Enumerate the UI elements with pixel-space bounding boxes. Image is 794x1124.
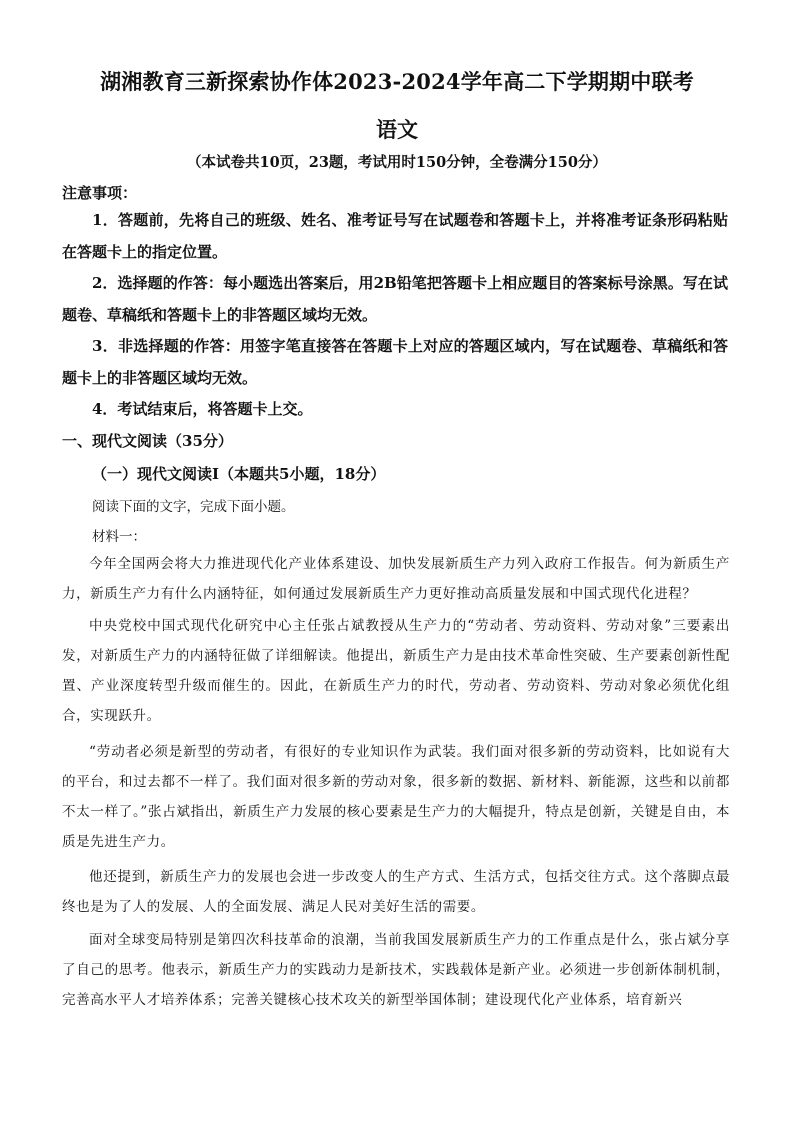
exam-title: 湖湘教育三新探索协作体2023-2024学年高二下学期期中联考 <box>100 69 694 94</box>
material-paragraph: 他还提到，新质生产力的发展也会进一步改变人的生产方式、生活方式，包括交往方式。这个落脚点最终也是为了人的发展、人的全面发展、满足人民对美好生活的需要。 <box>62 869 730 915</box>
subsection-heading: （一）现代文阅读Ⅰ（本题共5小题，18分） <box>92 465 386 483</box>
subject-title: 语文 <box>376 117 418 142</box>
material-label: 材料一： <box>92 529 146 545</box>
notice-heading: 注意事项： <box>62 184 138 202</box>
notice-item-4: 4．考试结束后，将答题卡上交。 <box>92 400 313 418</box>
material-paragraph: “劳动者必须是新型的劳动者，有很好的专业知识作为武装。我们面对很多新的劳动资料，比如说有大的平台，和过去都不一样了。我们面对很多新的劳动对象，很多新的数据、新材料、新能源，这些和以前都不太一样了。”张占斌指出，新质生产力发展的核心要素是生产力的大幅提升，特点是创新，关键是自由，本质是先进生产力。 <box>62 744 730 850</box>
material-paragraph: 中央党校中国式现代化研究中心主任张占斌教授从生产力的“劳动者、劳动资料、劳动对象”三要素出发，对新质生产力的内涵特征做了详细解读。他提出，新质生产力是由技术革命性突破、生产要素创新性配置、产业深度转型升级而催生的。因此，在新质生产力的时代，劳动者、劳动资料、劳动对象必须优化组合，实现跃升。 <box>62 618 730 724</box>
notice-item-3: 3．非选择题的作答：用签字笔直接答在答题卡上对应的答题区域内，写在试题卷、草稿纸和答题卡上的非答题区域均无效。 <box>62 337 728 387</box>
notice-item-1: 1．答题前，先将自己的班级、姓名、准考证号写在试题卷和答题卡上，并将准考证条形码粘贴在答题卡上的指定位置。 <box>62 211 728 261</box>
material-paragraph: 今年全国两会将大力推进现代化产业体系建设、加快发展新质生产力列入政府工作报告。何为新质生产力，新质生产力有什么内涵特征，如何通过发展新质生产力更好推动高质量发展和中国式现代化进程？ <box>62 556 730 602</box>
material-paragraph: 面对全球变局特别是第四次科技革命的浪潮，当前我国发展新质生产力的工作重点是什么，张占斌分享了自己的思考。他表示，新质生产力的实践动力是新技术，实践载体是新产业。必须进一步创新体制机制，完善高水平人才培养体系；完善关键核心技术攻关的新型举国体制；建设现代化产业体系，培育新兴 <box>62 932 730 1008</box>
section-heading: 一、现代文阅读（35分） <box>62 432 233 450</box>
exam-meta: （本试卷共10页，23题，考试用时150分钟，全卷满分150分） <box>187 154 607 171</box>
notice-item-2: 2．选择题的作答：每小题选出答案后，用2B铅笔把答题卡上相应题目的答案标号涂黑。写在试题卷、草稿纸和答题卡上的非答题区域均无效。 <box>62 274 728 324</box>
reading-instruction: 阅读下面的文字，完成下面小题。 <box>92 499 295 515</box>
